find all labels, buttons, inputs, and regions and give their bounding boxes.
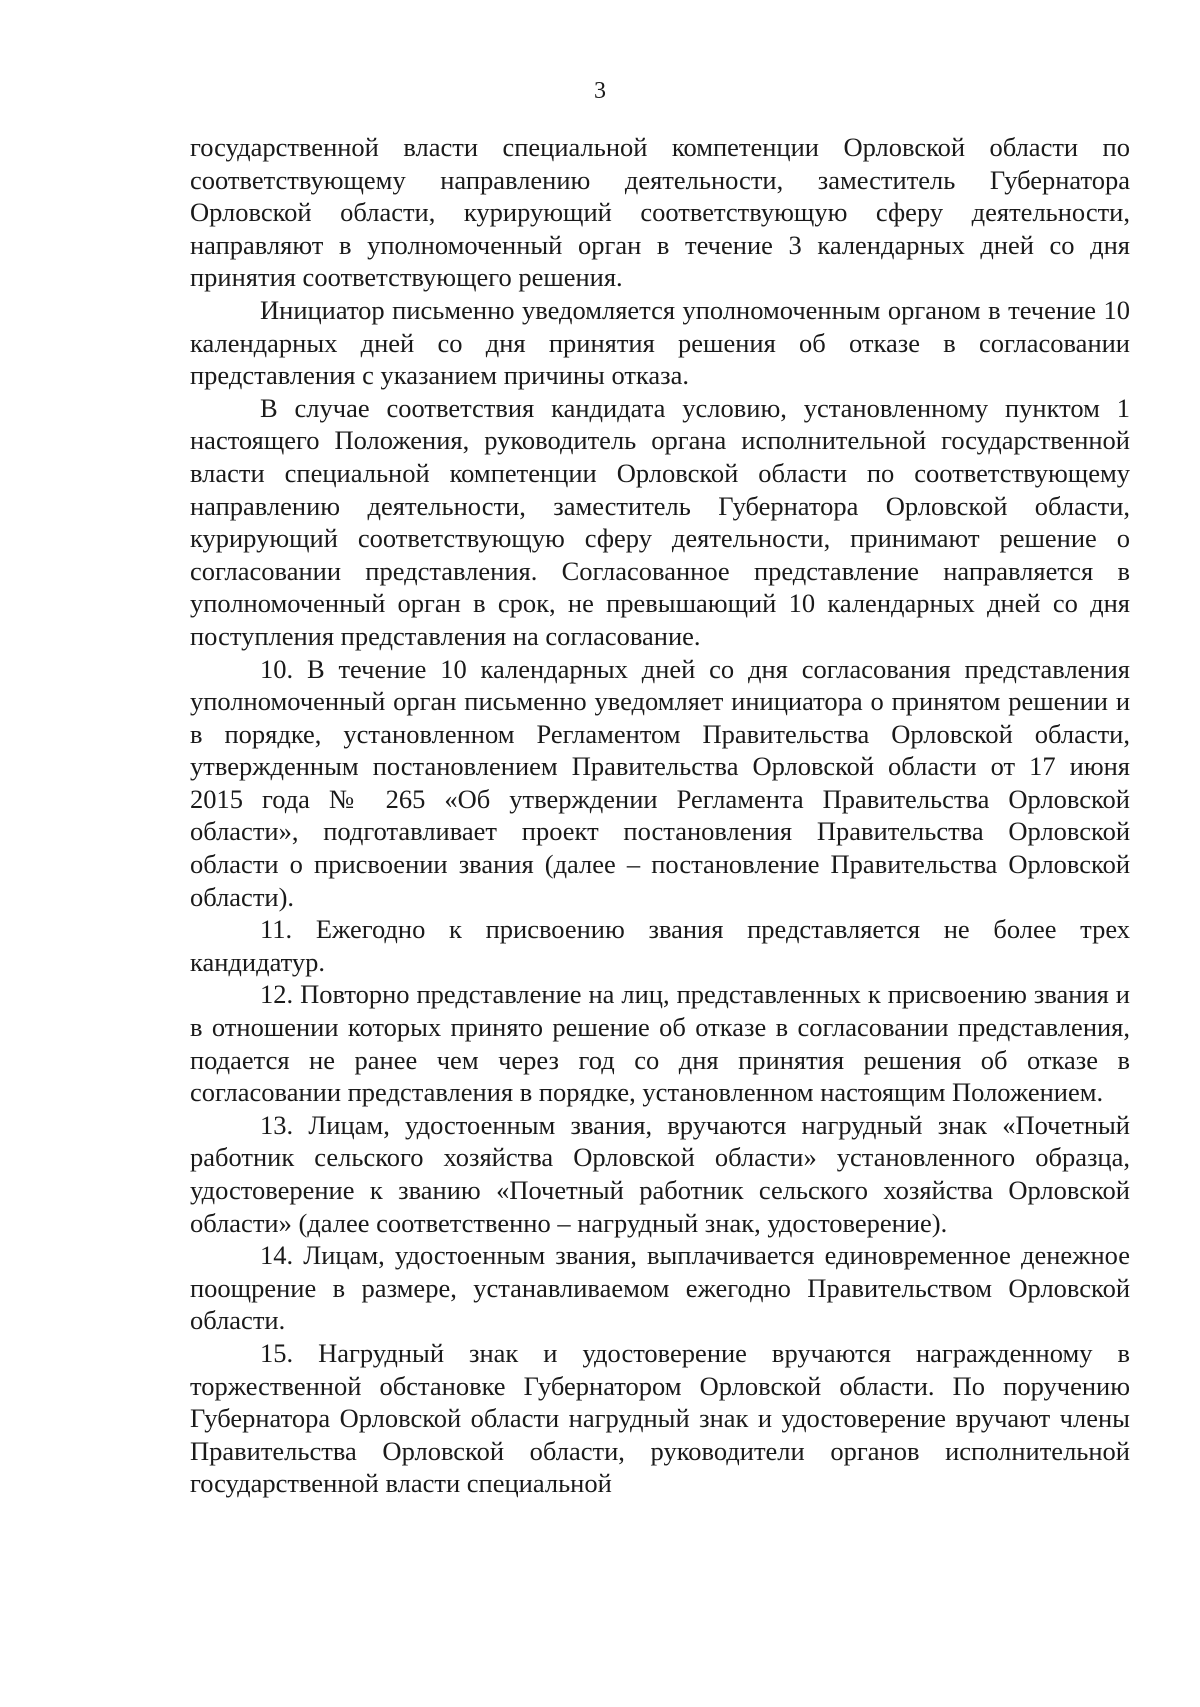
page-number: 3 [594, 78, 606, 104]
paragraph-item-11: 11. Ежегодно к присвоению звания представляется не более трех кандидатур. [190, 914, 1130, 977]
paragraph-candidate-approval: В случае соответствия кандидата условию, установленному пунктом 1 настоящего Положения, руководитель органа исполнительной государственной власти специальной компетенции Орловской области по соответствующему направлению деятельности, заместитель Губернатора Орловской области, курирующий соответствующую сферу деятельности, принимают решение о согласовании представления. Согласованное представление направляется в уполномоченный орган в срок, не превышающий 10 календарных дней со дня поступления представления на согласование. [190, 392, 1130, 651]
paragraph-item-15: 15. Нагрудный знак и удостоверение вручаются награжденному в торжественной обстановке Губернатором Орловской области. По поручению Губернатора Орловской области нагрудный знак и удостоверение вручают члены Правительства Орловской области, руководители органов исполнительной государственной власти специальной [190, 1337, 1130, 1499]
paragraph-initiator-notice: Инициатор письменно уведомляется уполномоченным органом в течение 10 календарных дней со дня принятия решения об отказе в согласовании представления с указанием причины отказа. [190, 294, 1130, 391]
document-body [190, 131, 1130, 1500]
paragraph-continuation: государственной власти специальной компетенции Орловской области по соответствующему направлению деятельности, заместитель Губернатора Орловской области, курирующий соответствующую сферу деятельности, направляют в уполномоченный орган в течение 3 календарных дней со дня принятия соответствующего решения. [190, 132, 1130, 293]
paragraph-item-13: 13. Лицам, удостоенным звания, вручаются нагрудный знак «Почетный работник сельского хозяйства Орловской области» установленного образца, удостоверение к званию «Почетный работник сельского хозяйства Орловской области» (далее соответственно – нагрудный знак, удостоверение). [190, 1109, 1130, 1238]
paragraph-item-12: 12. Повторно представление на лиц, представленных к присвоению звания и в отношении которых принято решение об отказе в согласовании представления, подается не ранее чем через год со дня принятия решения об отказе в согласовании представления в порядке, установленном настоящим Положением. [190, 979, 1130, 1108]
paragraph-item-14: 14. Лицам, удостоенным звания, выплачивается единовременное денежное поощрение в размере, устанавливаемом ежегодно Правительством Орловской области. [190, 1240, 1130, 1336]
paragraph-item-10: 10. В течение 10 календарных дней со дня согласования представления уполномоченный орган письменно уведомляет инициатора о принятом решении и в порядке, установленном Регламентом Правительства Орловской области, утвержденным постановлением Правительства Орловской области от 17 июня 2015 года № 265 «Об утверждении Регламента Правительства Орловской области», подготавливает проект постановления Правительства Орловской области о присвоении звания (далее – постановление Правительства Орловской области). [190, 653, 1130, 912]
